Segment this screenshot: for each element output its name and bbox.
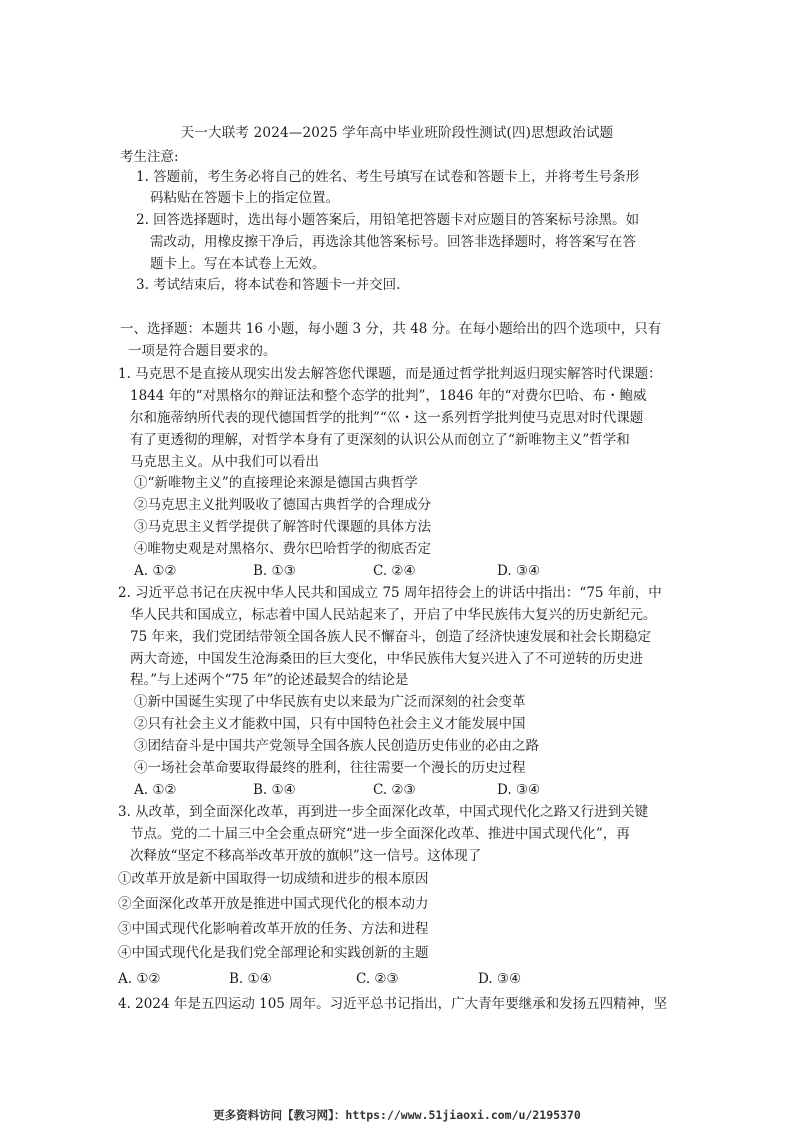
q4-stem-line: 4. 2024 年是五四运动 105 周年。习近平总书记指出，广大青年要继承和发扬五四精神，坚 <box>118 996 668 1012</box>
q1-option-c: C. ②④ <box>373 563 416 579</box>
q1-item: ①“新唯物主义”的直接理论来源是德国古典哲学 <box>134 475 418 491</box>
q3-option-c: C. ②③ <box>356 971 399 987</box>
q2-stem-line: 程。”与上述两个“75 年”的论述最契合的结论是 <box>130 672 409 688</box>
section-heading: 一、选择题：本题共 16 小题，每小题 3 分，共 48 分。在每小题给出的四个选项中，只有 <box>120 321 662 337</box>
notice-item: 2. 回答选择题时，选出每小题答案后，用铅笔把答题卡对应题目的答案标号涂黑。如 <box>136 212 640 228</box>
page-title: 天一大联考 2024—2025 学年高中毕业班阶段性测试(四)思想政治试题 <box>180 125 614 141</box>
q2-stem-line: 华人民共和国成立，标志着中国人民站起来了，开启了中华民族伟大复兴的历史新纪元。 <box>130 607 657 623</box>
notice-item: 题卡上。写在本试卷上无效。 <box>150 256 326 272</box>
q2-option-a: A. ①② <box>134 782 177 798</box>
footer-link[interactable]: 更多资料访问【教习网】：https://www.51jiaoxi.com/u/2195370 <box>213 1108 581 1122</box>
q1-item: ③马克思主义哲学提供了解答时代课题的具体方法 <box>134 519 431 535</box>
q2-stem-line: 2. 习近平总书记在庆祝中华人民共和国成立 75 周年招待会上的讲话中指出：“75 年前，中 <box>118 585 662 601</box>
q2-item: ③团结奋斗是中国共产党领导全国各族人民创造历史伟业的必由之路 <box>134 738 539 754</box>
notice-item: 码粘贴在答题卡上的指定位置。 <box>150 190 339 206</box>
q3-stem-line: 节点。党的二十届三中全会重点研究“进一步全面深化改革、推进中国式现代化”，再 <box>130 826 630 842</box>
q2-item: ④一场社会革命要取得最终的胜利，往往需要一个漫长的历史过程 <box>134 760 526 776</box>
q1-stem-line: 有了更透彻的理解，对哲学本身有了更深刻的认识公从而创立了“新唯物主义”哲学和 <box>130 432 630 448</box>
q2-stem-line: 75 年来，我们党团结带领全国各族人民不懈奋斗，创造了经济快速发展和社会长期稳定 <box>130 629 651 645</box>
q3-item: ①改革开放是新中国取得一切成绩和进步的根本原因 <box>118 871 429 887</box>
q2-option-c: C. ②③ <box>373 782 416 798</box>
q3-item: ③中国式现代化影响着改革开放的任务、方法和进程 <box>118 921 429 937</box>
notice-item: 3. 考试结束后，将本试卷和答题卡一并交回. <box>136 277 401 293</box>
notice-heading: 考生注意: <box>120 149 179 165</box>
q1-item: ④唯物史观是对黑格尔、费尔巴哈哲学的彻底否定 <box>134 541 431 557</box>
q2-item: ①新中国诞生实现了中华民族有史以来最为广泛而深刻的社会变革 <box>134 694 526 710</box>
q1-option-b: B. ①③ <box>253 563 296 579</box>
q3-stem-line: 3. 从改革，到全面深化改革，再到进一步全面深化改革，中国式现代化之路又行进到关键 <box>118 804 649 820</box>
q1-item: ②马克思主义批判吸收了德国古典哲学的合理成分 <box>134 497 431 513</box>
q1-option-d: D. ③④ <box>497 563 541 579</box>
q3-option-b: B. ①④ <box>229 971 272 987</box>
q1-stem-line: 1. 马克思不是直接从现实出发去解答您代课题，而是通过哲学批判返归现实解答时代课题： <box>118 366 662 382</box>
q1-stem-line: 1844 年的“对黑格尔的辩证法和整个态学的批判”，1846 年的“对费尔巴哈、布・鲍威 <box>130 388 647 404</box>
q3-item: ④中国式现代化是我们党全部理论和实践创新的主题 <box>118 945 429 961</box>
notice-item: 需改动，用橡皮擦干净后，再选涂其他答案标号。回答非选择题时，将答案写在答 <box>150 234 636 250</box>
q3-item: ②全面深化改革开放是推进中国式现代化的根本动力 <box>118 896 429 912</box>
notice-item: 1. 答题前，考生务必将自己的姓名、考生号填写在试卷和答题卡上，并将考生号条形 <box>136 169 640 185</box>
q2-item: ②只有社会主义才能救中国，只有中国特色社会主义才能发展中国 <box>134 716 526 732</box>
q2-option-d: D. ③④ <box>497 782 541 798</box>
q3-option-d: D. ③④ <box>478 971 522 987</box>
q2-stem-line: 两大奇迹，中国发生沧海桑田的巨大变化，中华民族伟大复兴进入了不可逆转的历史进 <box>130 651 643 667</box>
q1-stem-line: 马克思主义。从中我们可以看出 <box>130 454 319 470</box>
q3-option-a: A. ①② <box>118 971 161 987</box>
q1-stem-line: 尔和施蒂纳所代表的现代德国哲学的批判”“巛・这一系列哲学批判使马克思对时代课题 <box>130 410 644 426</box>
q1-option-a: A. ①② <box>134 563 177 579</box>
q2-option-b: B. ①④ <box>253 782 296 798</box>
section-heading-cont: 一项是符合题目要求的。 <box>128 343 277 359</box>
q3-stem-line: 次释放“坚定不移高举改革开放的旗帜”这一信号。这体现了 <box>130 848 482 864</box>
